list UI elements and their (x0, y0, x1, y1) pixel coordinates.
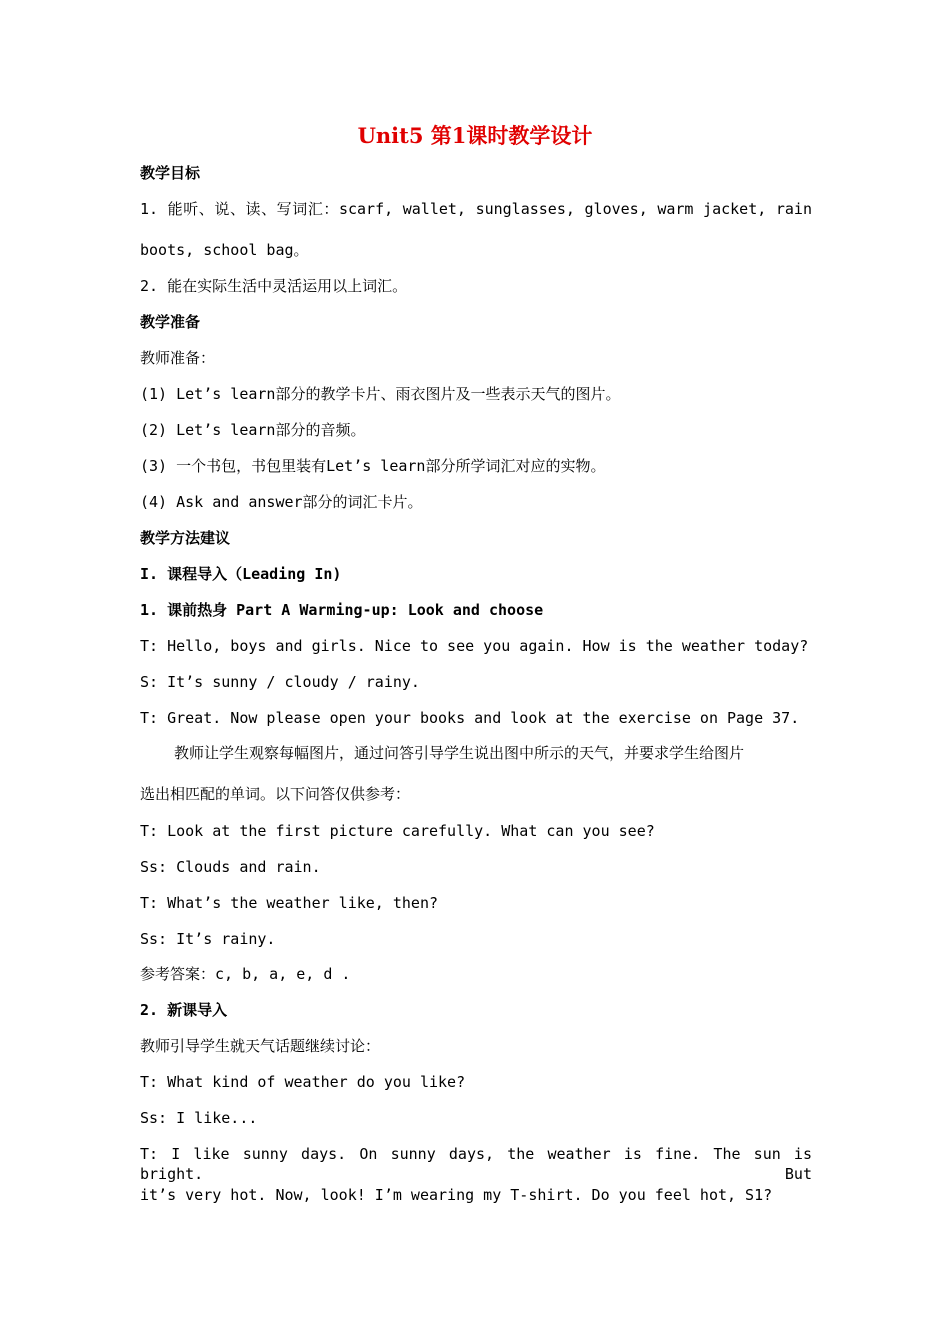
paragraph-2: 教师引导学生就天气话题继续讨论： (140, 1037, 381, 1055)
dialog-line-8: T: What kind of weather do you like? (140, 1073, 466, 1091)
document-title: Unit5 第1课时教学设计 (357, 123, 593, 148)
dialog-line-9: Ss: I like... (140, 1109, 258, 1127)
step-1-heading: 1. 课前热身 Part A Warming-up: Look and choose (140, 601, 544, 619)
dialog-line-3: T: Great. Now please open your books and look at the exercise on Page 37. (140, 709, 800, 727)
prep-item-1: (1) Let’s learn部分的教学卡片、雨衣图片及一些表示天气的图片。 (140, 385, 621, 403)
part-1-heading: I. 课程导入（Leading In) (140, 565, 342, 583)
prep-item-3: (3) 一个书包，书包里装有Let’s learn部分所学词汇对应的实物。 (140, 457, 606, 475)
dialog-line-4: T: Look at the first picture carefully. What can you see? (140, 822, 655, 840)
reference-answers: 参考答案：c, b, a, e, d . (140, 965, 351, 983)
paragraph-1-line-2: 选出相匹配的单词。以下问答仅供参考： (140, 785, 411, 803)
dialog-line-10: T: I like sunny days. On sunny days, the weather is fine. The sun is bright. But (140, 1145, 812, 1183)
section-heading-preparation: 教学准备 (140, 313, 201, 331)
dialog-line-1: T: Hello, boys and girls. Nice to see you again. How is the weather today? (140, 637, 809, 655)
step-2-heading: 2. 新课导入 (140, 1001, 228, 1019)
dialog-line-7: Ss: It’s rainy. (140, 930, 276, 948)
prep-item-2: (2) Let’s learn部分的音频。 (140, 421, 366, 439)
objective-2: 2. 能在实际生活中灵活运用以上词汇。 (140, 277, 408, 295)
prep-item-4: (4) Ask and answer部分的词汇卡片。 (140, 493, 423, 511)
teacher-preparation-label: 教师准备： (140, 349, 216, 367)
dialog-line-2: S: It’s sunny / cloudy / rainy. (140, 673, 420, 691)
section-heading-objectives: 教学目标 (140, 164, 201, 182)
dialog-line-6: T: What’s the weather like, then? (140, 894, 439, 912)
section-heading-methods: 教学方法建议 (140, 529, 231, 547)
dialog-line-10-continued: it’s very hot. Now, look! I’m wearing my T-shirt. Do you feel hot, S1? (140, 1186, 773, 1204)
objective-1-line-1: 1. 能听、说、读、写词汇：scarf, wallet, sunglasses, gloves, warm jacket, rain (140, 200, 812, 218)
paragraph-1-line-1: 教师让学生观察每幅图片，通过问答引导学生说出图中所示的天气，并要求学生给图片 (174, 744, 745, 762)
objective-1-line-2: boots, school bag。 (140, 241, 309, 259)
dialog-line-5: Ss: Clouds and rain. (140, 858, 321, 876)
